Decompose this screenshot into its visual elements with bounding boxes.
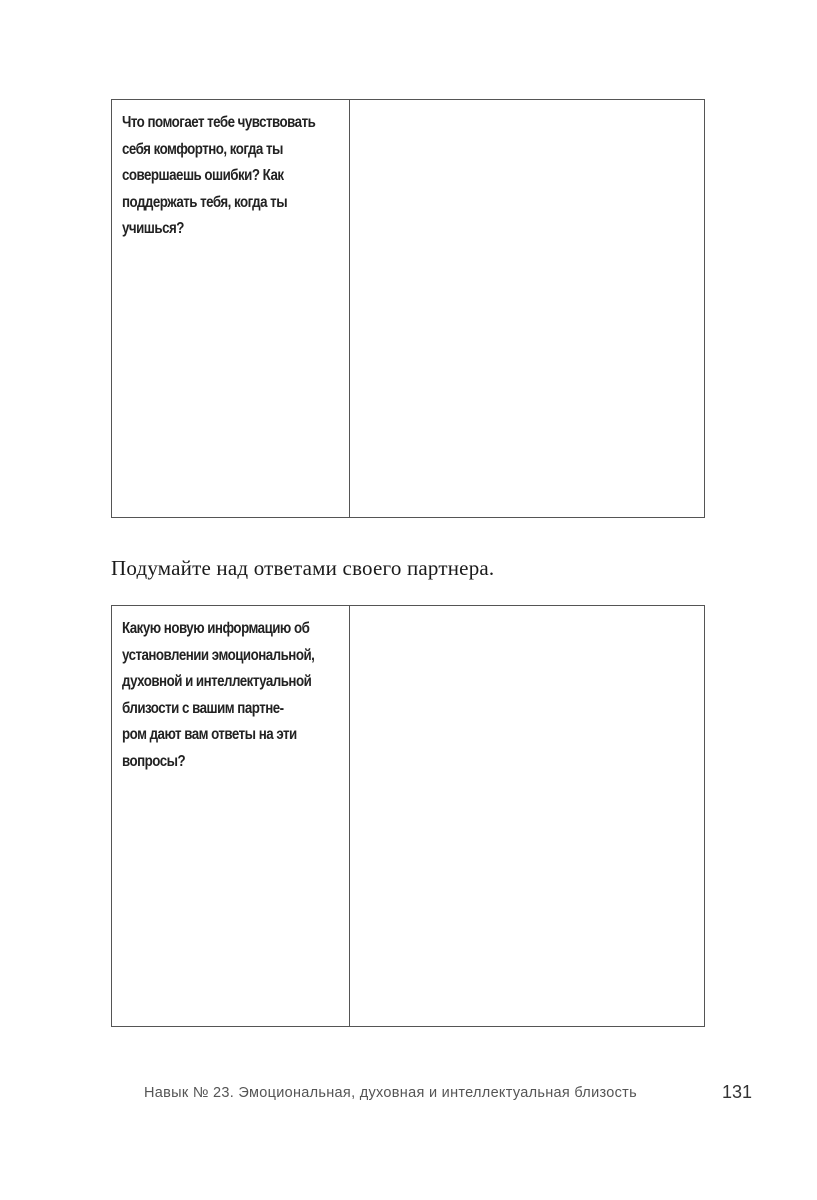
question-table-1	[111, 99, 705, 518]
question-table-2	[111, 605, 705, 1027]
question-text-1: Что помогает тебе чувствовать себя комфортно, когда ты совершаешь ошибки? Как поддержать тебя, когда ты учишься?	[122, 114, 316, 237]
page-number: 131	[722, 1082, 753, 1102]
running-footer-title: Навык № 23. Эмоциональная, духовная и интеллектуальная близость	[144, 1085, 637, 1101]
question-cell-1	[112, 100, 350, 517]
section-heading: Подумайте над ответами своего партнера.	[111, 556, 495, 580]
question-cell-2	[112, 606, 350, 1026]
answer-cell-1[interactable]	[350, 100, 704, 517]
answer-cell-2[interactable]	[350, 606, 704, 1026]
question-text-2: Какую новую информацию об установлении эмоциональной, духовной и интеллектуальной близости с вашим партне- ром дают вам ответы на эти вопросы?	[122, 620, 315, 770]
